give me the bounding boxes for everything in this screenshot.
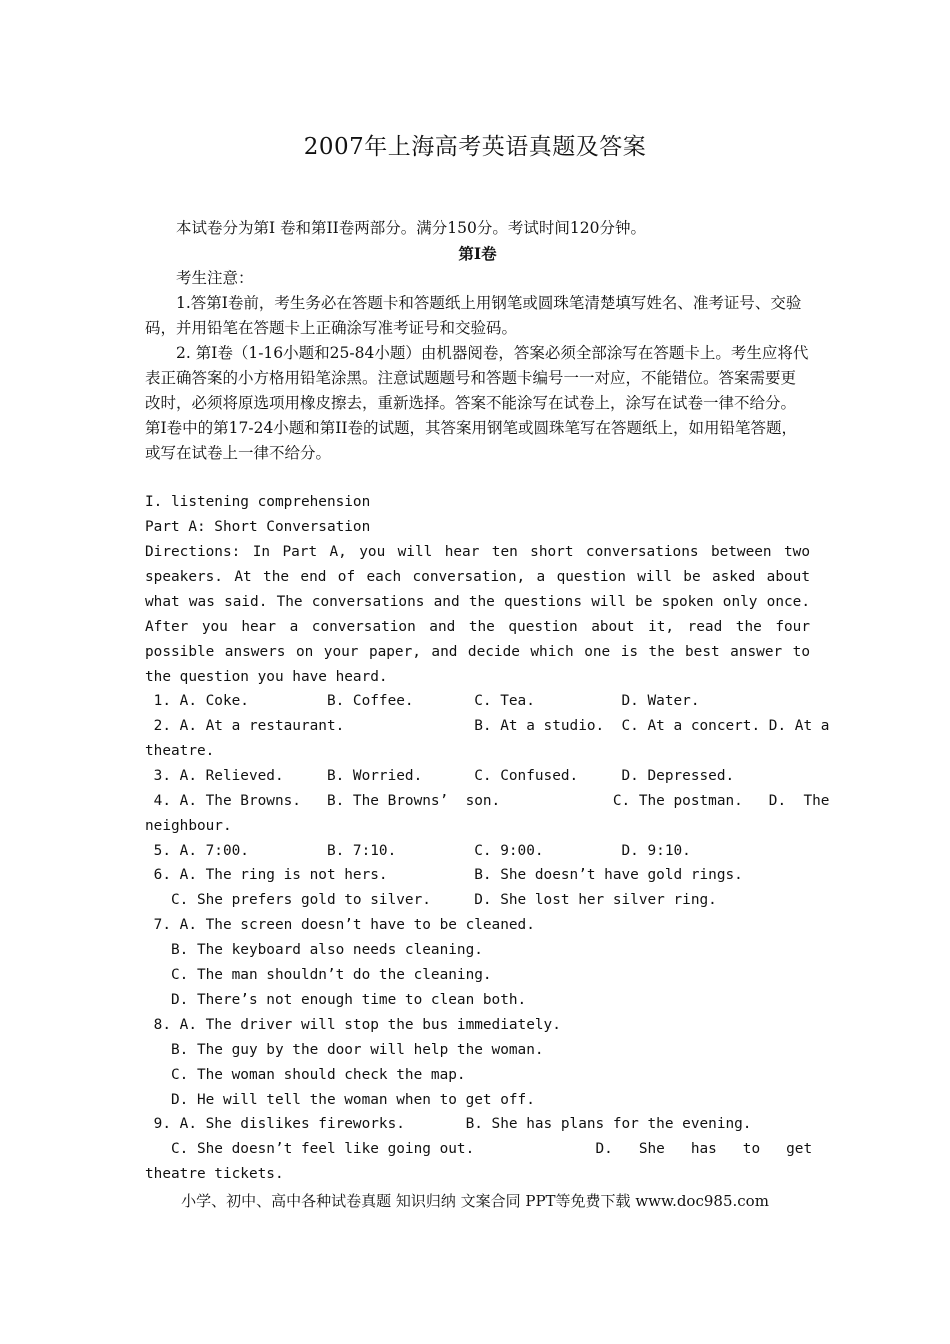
directions: Directions: In Part A, you will hear ten short conversations between two speakers. At the end of each conversation, a question will be asked about what was said. The conversations and the questions will be spoken only once. After you hear a conversation and the question about it, read the four possible answers on your paper, and decide which one is the best answer to the question you have heard. [145,544,810,685]
question-8-option-b: B. The guy by the door will help the woman. [145,1042,544,1058]
section-heading: 第I卷 [458,244,497,263]
question-7-option-d: D. There’s not enough time to clean both. [145,992,527,1008]
question-8-option-d: D. He will tell the woman when to get off. [145,1092,535,1108]
question-7-option-b: B. The keyboard also needs cleaning. [145,942,483,958]
question-9-line-1: 9. A. She dislikes fireworks. B. She has plans for the evening. [145,1116,752,1132]
question-3: 3. A. Relieved. B. Worried. C. Confused. D. Depressed. [145,768,735,784]
question-4-line-1: 4. A. The Browns. B. The Browns’ son. C. The postman. D. The [145,793,830,809]
question-5: 5. A. 7:00. B. 7:10. C. 9:00. D. 9:10. [145,843,691,859]
question-7-option-c: C. The man shouldn’t do the cleaning. [145,967,492,983]
notice-item-1: 1.答第I卷前，考生务必在答题卡和答题纸上用钢笔或圆珠笔清楚填写姓名、准考证号、交验码，并用铅笔在答题卡上正确涂写准考证号和交验码。 [145,294,802,337]
question-7-option-a: 7. A. The screen doesn’t have to be cleaned. [145,917,535,933]
notice-label: 考生注意： [176,269,254,287]
question-8-option-c: C. The woman should check the map. [145,1067,466,1083]
question-9-line-3: theatre tickets. [145,1166,284,1182]
notice-item-2: 2. 第I卷（1-16小题和25-84小题）由机器阅卷，答案必须全部涂写在答题卡上。考生应将代表正确答案的小方格用铅笔涂黑。注意试题题号和答题卡编号一一对应，不能错位。答案需要更改时，必须将原选项用橡皮擦去，重新选择。答案不能涂写在试卷上，涂写在试卷一律不给分。第I卷中的第17-24小题和第II卷的试题，其答案用钢笔或圆珠笔写在答题纸上，如用铅笔答题，或写在试卷上一律不给分。 [145,344,809,462]
page-title: 2007年上海高考英语真题及答案 [303,134,647,160]
question-2-line-1: 2. A. At a restaurant. B. At a studio. C. At a concert. D. At a [145,718,830,734]
question-2-line-2: theatre. [145,743,215,759]
question-1: 1. A. Coke. B. Coffee. C. Tea. D. Water. [145,693,700,709]
question-8-option-a: 8. A. The driver will stop the bus immediately. [145,1017,561,1033]
question-9-line-2: C. She doesn’t feel like going out. D. She has to get [145,1141,813,1157]
question-6-line-2: C. She prefers gold to silver. D. She lost her silver ring. [145,892,717,908]
page-footer: 小学、初中、高中各种试卷真题 知识归纳 文案合同 PPT等免费下载 www.doc985.com [181,1192,769,1210]
exam-intro: 本试卷分为第I 卷和第II卷两部分。满分150分。考试时间120分钟。 [176,219,646,237]
part-a-heading: Part A: Short Conversation [145,519,371,535]
part-title: I. listening comprehension [145,494,371,510]
question-4-line-2: neighbour. [145,818,232,834]
question-6-line-1: 6. A. The ring is not hers. B. She doesn’t have gold rings. [145,867,743,883]
